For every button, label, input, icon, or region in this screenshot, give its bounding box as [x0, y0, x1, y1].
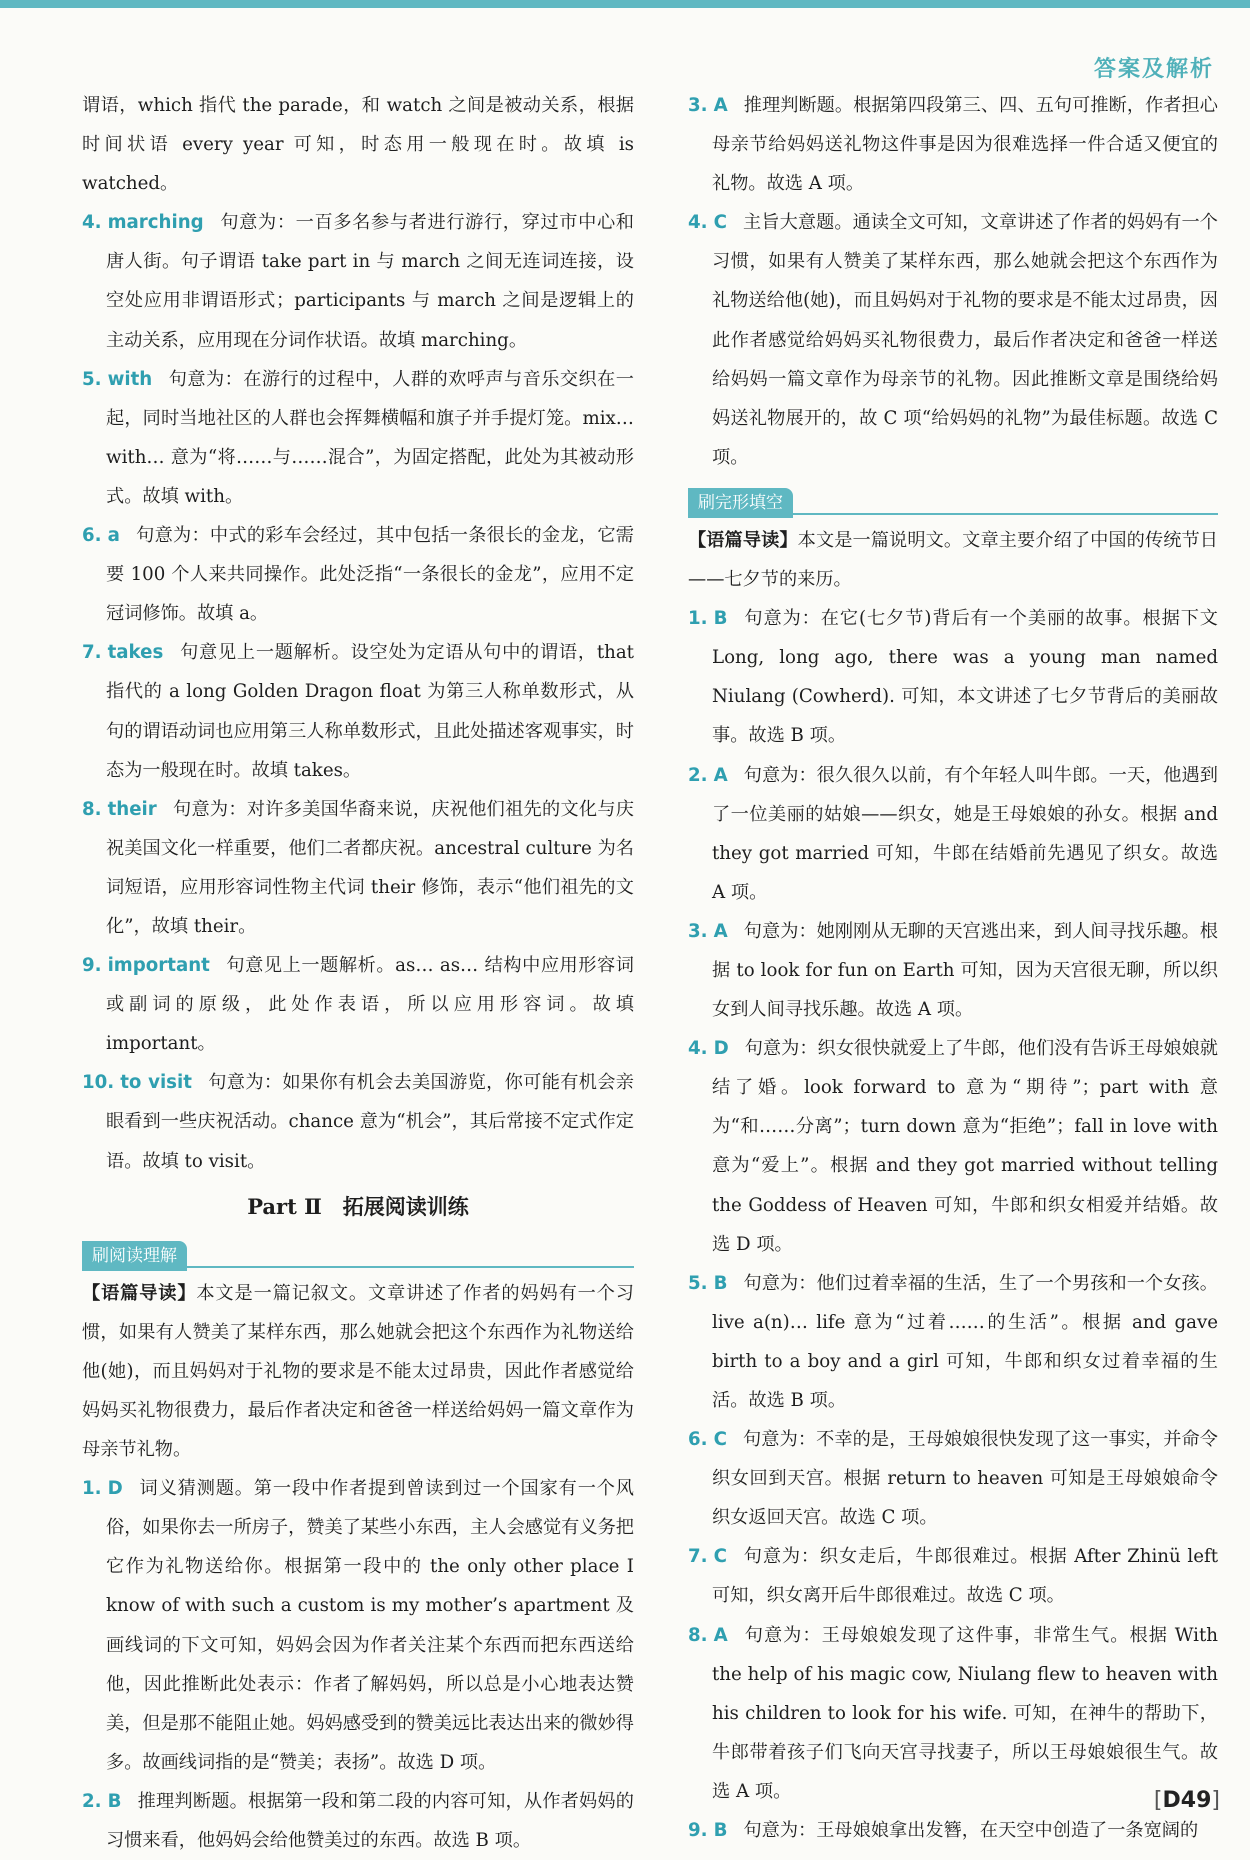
answer-value: with: [107, 368, 153, 390]
answer-item: [82, 790, 634, 946]
left-column: [82, 86, 634, 1860]
answer-key: [82, 212, 204, 233]
answer-value: a: [107, 525, 120, 547]
answer-value: C: [713, 1429, 727, 1451]
question-number: 8.: [688, 1624, 708, 1646]
question-number: 8.: [82, 798, 102, 820]
answer-key: [688, 608, 727, 629]
answer-key: [688, 1546, 727, 1567]
answer-value: B: [713, 1272, 728, 1294]
answer-key: [688, 1038, 729, 1059]
answer-item: [82, 946, 634, 1063]
explanation-text: 推理判断题。根据第一段和第二段的内容可知，从作者妈妈的习惯来看，他妈妈会给他赞美过的东西。故选 B 项。: [106, 1790, 634, 1852]
answer-item: [688, 912, 1218, 1029]
answer-key: [82, 1478, 123, 1499]
question-number: 1.: [82, 1478, 102, 1500]
answer-item: [688, 1537, 1218, 1615]
answer-list-2: [82, 1469, 634, 1860]
answer-value: marching: [107, 212, 204, 234]
right-column: [688, 86, 1218, 1850]
answer-item: [688, 203, 1218, 477]
answer-list-1: [82, 203, 634, 1180]
explanation-text: 句意为：很久很久以前，有个年轻人叫牛郎。一天，他遇到了一位美丽的姑娘——织女，她是王母娘娘的孙女。根据 and they got married 可知，牛郎在结婚前先遇见了织女。故选 A 项。: [712, 764, 1218, 903]
question-number: 9.: [82, 955, 102, 977]
answer-key: [82, 369, 152, 390]
guide-text: 本文是一篇说明文。文章主要介绍了中国的传统节日——七夕节的来历。: [688, 529, 1218, 591]
question-number: 9.: [688, 1820, 708, 1842]
answer-item: [688, 756, 1218, 912]
explanation-text: 句意为：王母娘娘发现了这件事，非常生气。根据 With the help of his magic cow, Niulang flew to heaven with his children to look for his wife. 可知，在神牛的帮助下，牛郎带着孩子们飞向天宫寻找妻子，所以王母娘娘很生气。故选 A 项。: [712, 1624, 1218, 1802]
answer-value: B: [713, 1820, 728, 1842]
answer-key: [688, 1625, 728, 1646]
explanation-text: 句意为：在游行的过程中，人群的欢呼声与音乐交织在一起，同时当地社区的人群也会挥舞横幅和旗子并手提灯笼。mix… with… 意为“将……与……混合”，为固定搭配，此处为其被动形式。故填 with。: [106, 368, 634, 507]
explanation-text: 句意见上一题解析。as… as… 结构中应用形容词或副词的原级，此处作表语，所以应用形容词。故填 important。: [106, 955, 634, 1055]
answer-key: [82, 1072, 192, 1093]
question-number: 4.: [82, 212, 102, 234]
answer-key: [688, 1429, 727, 1450]
explanation-text: 句意见上一题解析。设空处为定语从句中的谓语，that 指代的 a long Golden Dragon float 为第三人称单数形式，从句的谓语动词也应用第三人称单数形式，且此处描述客观事实，时态为一般现在时。故填 takes。: [106, 642, 634, 781]
explanation-text: 句意为：中式的彩车会经过，其中包括一条很长的金龙，它需要 100 个人来共同操作。此处泛指“一条很长的金龙”，应用不定冠词修饰。故填 a。: [106, 525, 634, 625]
explanation-text: 句意为：他们过着幸福的生活，生了一个男孩和一个女孩。live a(n)… life 意为“过着……的生活”。根据 and gave birth to a boy and a girl 可知，牛郎和织女过着幸福的生活。故选 B 项。: [712, 1272, 1218, 1411]
answer-value: to visit: [120, 1072, 192, 1094]
cloze-guide: [688, 521, 1218, 599]
reading-guide: [82, 1274, 634, 1469]
section-tag-cloze: [688, 483, 1218, 515]
answer-value: important: [107, 955, 210, 977]
page-number: [D49]: [1153, 1788, 1220, 1813]
header-bar: [0, 0, 1250, 8]
question-number: 7.: [82, 642, 102, 664]
answer-key: [82, 525, 120, 546]
answer-value: D: [107, 1478, 123, 1500]
answer-item: [82, 1063, 634, 1180]
answer-value: takes: [107, 642, 164, 664]
explanation-text: 句意为：织女走后，牛郎很难过。根据 After Zhinü left 可知，织女离开后牛郎很难过。故选 C 项。: [712, 1546, 1218, 1607]
continuation-text: 谓语，which 指代 the parade，和 watch 之间是被动关系，根据时间状语 every year 可知，时态用一般现在时。故填 is watched。: [82, 95, 634, 195]
explanation-text: 词义猜测题。第一段中作者提到曾读到过一个国家有一个风俗，如果你去一所房子，赞美了某些小东西，主人会感觉有义务把它作为礼物送给你。根据第一段中的 the only other place I know of with such a custom is my mother’s apartment 及画线词的下文可知，妈妈会因为作者关注某个东西而把东西送给他，因此推断此处表示：作者了解妈妈，所以总是小心地表达赞美，但是那不能阻止她。妈妈感受到的赞美远比表达出来的微妙得多。故画线词指的是“赞美；表扬”。故选 D 项。: [106, 1478, 634, 1773]
answer-item: [688, 1420, 1218, 1537]
answer-item: [688, 86, 1218, 203]
section-tag-reading: [82, 1236, 634, 1268]
answer-item: [688, 1616, 1218, 1811]
question-number: 3.: [688, 920, 708, 942]
answer-key: [688, 212, 727, 233]
question-number: 10.: [82, 1072, 115, 1094]
answer-item: [688, 599, 1218, 755]
guide-label: 【语篇导读】: [82, 1282, 197, 1304]
question-number: 5.: [82, 368, 102, 390]
explanation-text: 句意为：一百多名参与者进行游行，穿过市中心和唐人街。句子谓语 take part in 与 march 之间无连词连接，设空处应用非谓语形式；participants 与 march 之间是逻辑上的主动关系，应用现在分词作状语。故填 marching。: [106, 212, 634, 351]
answer-key: [688, 921, 728, 942]
answer-item: [82, 203, 634, 359]
question-number: 1.: [688, 608, 708, 630]
answer-list-3: [688, 86, 1218, 477]
answer-item: [688, 1811, 1218, 1850]
guide-label: 【语篇导读】: [688, 529, 798, 551]
question-number: 7.: [688, 1546, 708, 1568]
answer-value: A: [713, 920, 728, 942]
answer-item: [82, 633, 634, 789]
guide-text: 本文是一篇记叙文。文章讲述了作者的妈妈有一个习惯，如果有人赞美了某样东西，那么她就会把这个东西作为礼物送给他(她)，而且妈妈对于礼物的要求是不能太过昂贵，因此作者感觉给妈妈买礼物很费力，最后作者决定和爸爸一样送给妈妈一篇文章作为母亲节礼物。: [82, 1282, 634, 1461]
section-tag-label: 刷完形填空: [688, 488, 793, 518]
answer-value: A: [713, 1624, 728, 1646]
question-number: 4.: [688, 1038, 708, 1060]
answer-item: [688, 1264, 1218, 1420]
answer-item: [82, 1782, 634, 1860]
answer-value: A: [713, 764, 728, 786]
answer-key: [82, 1791, 121, 1812]
question-number: 4.: [688, 212, 708, 234]
question-number: 6.: [82, 525, 102, 547]
part-title: Part Ⅱ 拓展阅读训练: [247, 1193, 469, 1219]
answer-value: B: [107, 1790, 122, 1812]
header-title: 答案及解析: [1093, 57, 1214, 82]
answer-key: [688, 1273, 727, 1294]
answer-key: [82, 955, 210, 976]
question-number: 2.: [82, 1790, 102, 1812]
answer-item: [82, 516, 634, 633]
answer-item: [82, 1469, 634, 1782]
answer-value: A: [713, 95, 728, 116]
answer-value: D: [713, 1038, 729, 1060]
explanation-text: 句意为：如果你有机会去美国游览，你可能有机会亲眼看到一些庆祝活动。chance 意为“机会”，其后常接不定式作定语。故填 to visit。: [106, 1072, 634, 1172]
answer-key: [82, 642, 163, 663]
explanation-text: 句意为：对许多美国华裔来说，庆祝他们祖先的文化与庆祝美国文化一样重要，他们二者都庆祝。ancestral culture 为名词短语，应用形容词性物主代词 their 修饰，表示“他们祖先的文化”，故填 their。: [106, 798, 634, 937]
explanation-text: 句意为：在它(七夕节)背后有一个美丽的故事。根据下文 Long, long ago, there was a young man named Niulang (Cowherd). 可知，本文讲述了七夕节背后的美丽故事。故选 B 项。: [712, 608, 1218, 747]
answer-key: [688, 765, 728, 786]
explanation-text: 句意为：织女很快就爱上了牛郎，他们没有告诉王母娘娘就结了婚。look forward to 意为“期待”；part with 意为“和……分离”；turn down 意为“拒绝”；fall in love with 意为“爱上”。根据 and they got married without telling the Goddess of Heaven 可知，牛郎和织女相爱并结婚。故选 D 项。: [712, 1038, 1218, 1255]
section-tag-label: 刷阅读理解: [82, 1241, 187, 1271]
question-number: 5.: [688, 1272, 708, 1294]
explanation-text: 主旨大意题。通读全文可知，文章讲述了作者的妈妈有一个习惯，如果有人赞美了某样东西，那么她就会把这个东西作为礼物送给他(她)，而且妈妈对于礼物的要求是不能太过昂贵，因此作者感觉给妈妈买礼物很费力，最后作者决定和爸爸一样送给妈妈一篇文章作为母亲节的礼物。因此推断文章是围绕给妈妈送礼物展开的，故 C 项“给妈妈的礼物”为最佳标题。故选 C 项。: [712, 212, 1218, 468]
answer-key: [688, 95, 728, 116]
explanation-text: 句意为：不幸的是，王母娘娘很快发现了这一事实，并命令织女回到天宫。根据 return to heaven 可知是王母娘娘命令织女返回天宫。故选 C 项。: [712, 1429, 1218, 1529]
answer-value: C: [713, 1546, 727, 1568]
explanation-text: 推理判断题。根据第四段第三、四、五句可推断，作者担心母亲节给妈妈送礼物这件事是因为很难选择一件合适又便宜的礼物。故选 A 项。: [712, 95, 1218, 195]
answer-value: C: [713, 212, 727, 234]
answer-value: B: [713, 608, 728, 630]
answer-item: [688, 1029, 1218, 1264]
answer-list-4: [688, 599, 1218, 1850]
explanation-text: 句意为：她刚刚从无聊的天宫逃出来，到人间寻找乐趣。根据 to look for fun on Earth 可知，因为天宫很无聊，所以织女到人间寻找乐趣。故选 A 项。: [712, 920, 1218, 1021]
explanation-text: 句意为：王母娘娘拿出发簪，在天空中创造了一条宽阔的: [743, 1820, 1199, 1842]
answer-key: [82, 799, 157, 820]
page-number-text: D49: [1162, 1788, 1212, 1813]
answer-key: [688, 1820, 727, 1841]
question-number: 6.: [688, 1429, 708, 1451]
answer-item: [82, 360, 634, 516]
question-number: 2.: [688, 764, 708, 786]
question-number: 3.: [688, 95, 708, 116]
answer-value: their: [107, 798, 157, 820]
